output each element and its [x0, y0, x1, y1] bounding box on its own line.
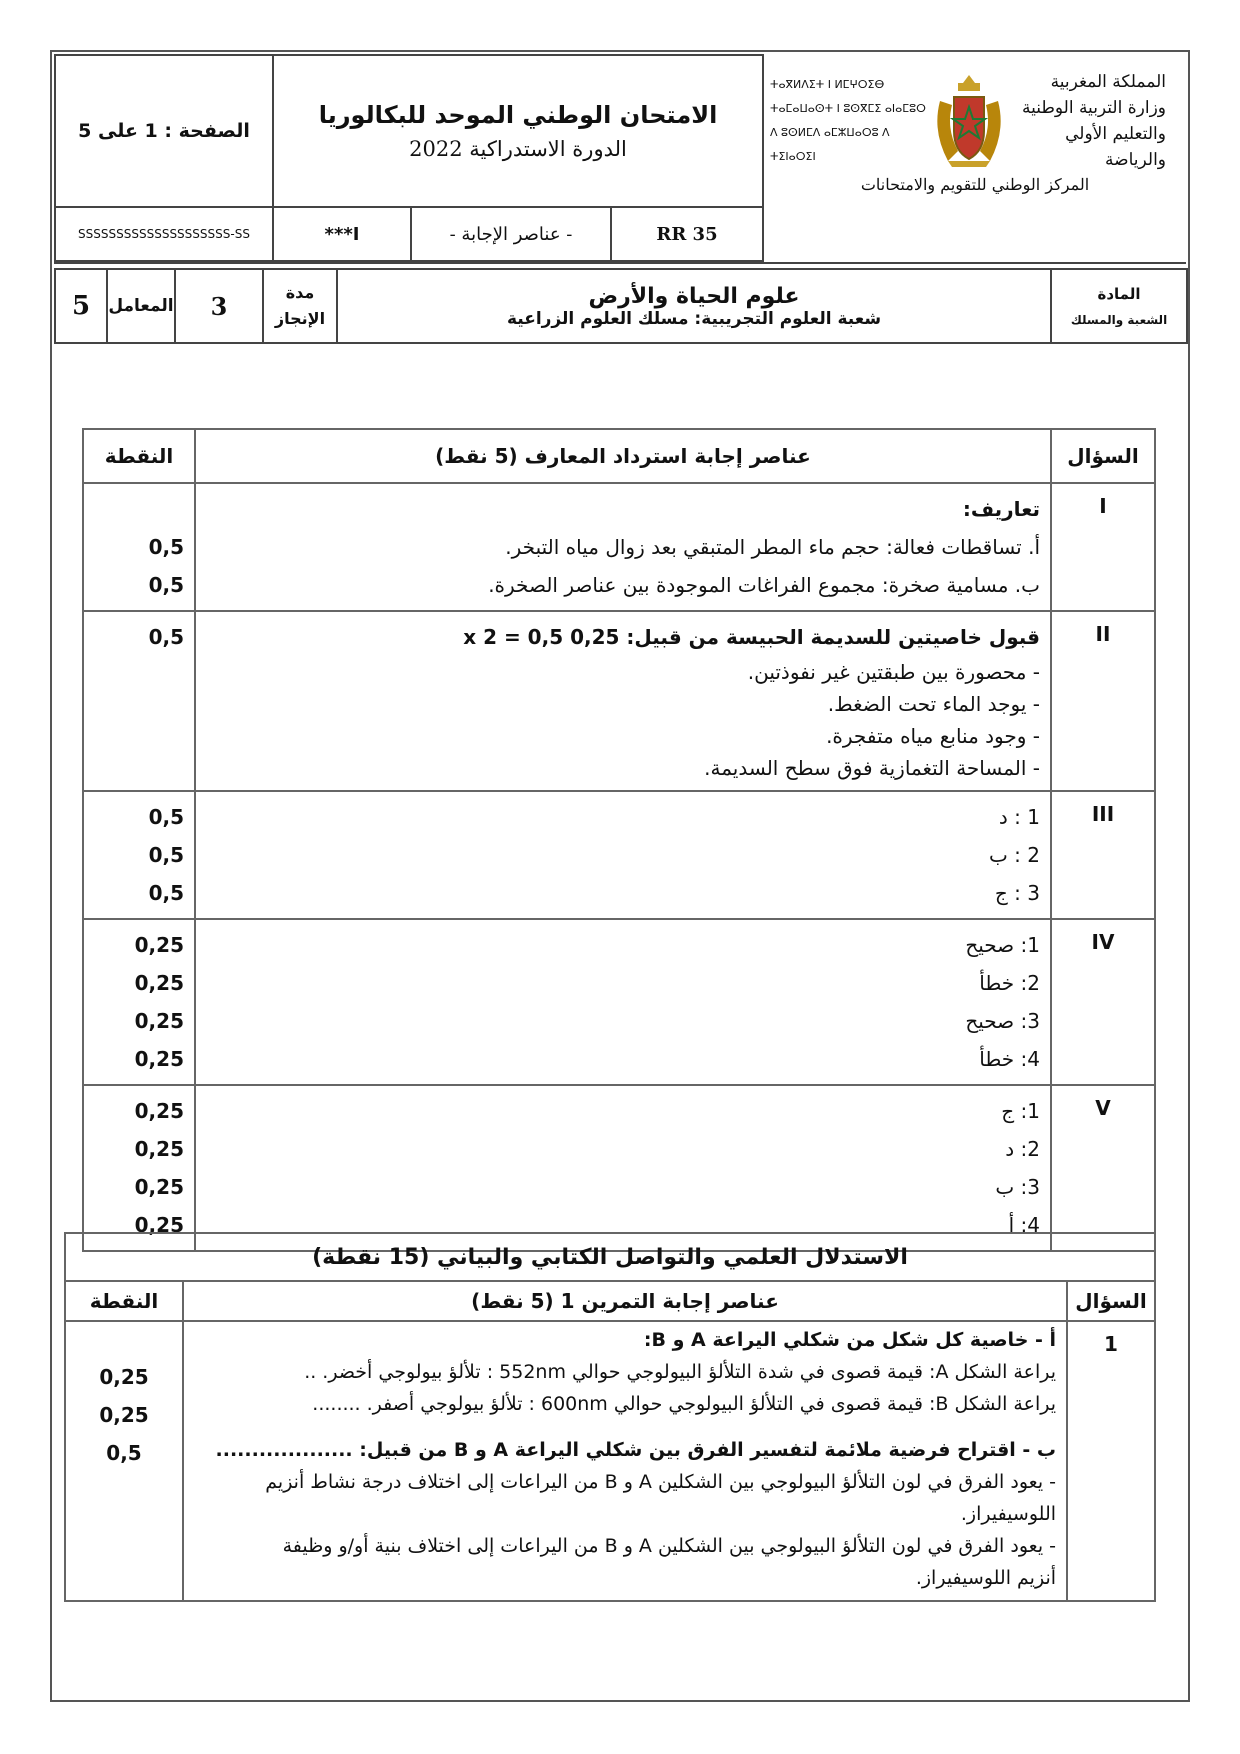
p2-answer-body — [183, 1321, 1067, 1601]
point-value: 0,5 — [148, 805, 184, 829]
subject-label: المادة — [1097, 285, 1141, 303]
question-number: V — [1051, 1085, 1155, 1251]
answer-body — [195, 483, 1051, 611]
answer-body — [195, 1085, 1051, 1251]
blank-cell — [763, 207, 1187, 261]
ministry-name: وزارة التربية الوطنية — [1021, 97, 1166, 118]
point-value: 0,5 — [106, 1441, 142, 1465]
point-value: 0,25 — [134, 1137, 184, 1161]
answer-elements-label: - عناصر الإجابة - — [411, 207, 611, 261]
points-cell — [83, 1085, 195, 1251]
answer-line: - يعود الفرق في لون التلألؤ البيولوجي بين الشكلين A و B من اليراعات إلى اختلاف بنية أو/و وظيفة — [282, 1535, 1057, 1557]
branch-name: شعبة العلوم التجريبية: مسلك العلوم الزراعية — [506, 308, 882, 329]
point-value — [94, 688, 184, 720]
tifinagh-line-2: ⵜⴰⵎⴰⵡⴰⵙⵜ ⵏ ⵓⵙⴳⵎⵉ ⴰⵏⴰⵎⵓⵔ — [770, 101, 926, 115]
answer-line: - وجود منابع مياه متفجرة. — [826, 724, 1040, 748]
point-value: 0,25 — [99, 1403, 149, 1427]
col-points: النقطة — [83, 429, 195, 483]
answer-line: 4: أ — [1008, 1213, 1040, 1237]
answer-line: أ - خاصية كل شكل من شكلي اليراعة A و B: — [643, 1329, 1057, 1351]
points-cell — [83, 483, 195, 611]
answer-line: 3: صحيح — [965, 1009, 1040, 1033]
p2-col-question: السؤال — [1067, 1281, 1155, 1321]
answer-line: 1: ج — [1001, 1099, 1040, 1123]
point-value: 0,25 — [134, 1099, 184, 1123]
answer-line: أنزيم اللوسيفيراز. — [915, 1567, 1057, 1589]
point-value: 0,25 — [134, 1047, 184, 1071]
knowledge-answer-table — [82, 428, 1156, 1252]
points-cell — [83, 791, 195, 919]
point-value — [94, 490, 184, 528]
duration-value: 3 — [175, 269, 263, 343]
point-value: 0,25 — [134, 1175, 184, 1199]
center-name: المركز الوطني للتقويم والامتحانات — [860, 174, 1090, 194]
answer-body — [195, 611, 1051, 791]
answer-row — [83, 611, 1155, 791]
answer-line: - المساحة التغمازية فوق سطح السديمة. — [704, 756, 1040, 780]
code-rr: RR 35 — [611, 207, 763, 261]
tifinagh-line-1: ⵜⴰⴳⵍⴷⵉⵜ ⵏ ⵍⵎⵖⵔⵉⴱ — [770, 77, 885, 91]
branch-label: الشعبة والمسلك — [1070, 313, 1168, 327]
point-value: 0,5 — [148, 843, 184, 867]
kingdom-name: المملكة المغربية — [1050, 71, 1166, 92]
answer-line: 2 : ب — [988, 843, 1040, 867]
part2-title: الاستدلال العلمي والتواصل الكتابي والبياني (15 نقطة) — [65, 1233, 1155, 1281]
question-number: III — [1051, 791, 1155, 919]
point-value: 0,5 — [148, 535, 184, 559]
subject-cell — [337, 269, 1051, 343]
answer-body — [195, 919, 1051, 1085]
col-question: السؤال — [1051, 429, 1155, 483]
point-value: 0,5 — [148, 573, 184, 597]
answer-row — [83, 919, 1155, 1085]
answer-line: 2: د — [1005, 1137, 1040, 1161]
answer-line: - يوجد الماء تحت الضغط. — [827, 692, 1040, 716]
points-cell — [83, 919, 195, 1085]
point-value: 0,25 — [134, 1009, 184, 1033]
ministry-tifinagh — [770, 73, 928, 169]
ministry-arabic — [1010, 69, 1180, 173]
coefficient-value: 5 — [55, 269, 107, 343]
answer-line: - يعود الفرق في لون التلألؤ البيولوجي بين الشكلين A و B من اليراعات إلى اختلاف درجة نشاط أنزيم — [265, 1471, 1057, 1493]
answer-line: 1: صحيح — [965, 933, 1040, 957]
col-title: عناصر إجابة استرداد المعارف (5 نقط) — [195, 429, 1051, 483]
answer-line: قبول خاصيتين للسديمة الحبيسة من قبيل: 0,25 x 2 = 0,5 — [463, 625, 1040, 649]
answer-line: 3 : ج — [994, 881, 1040, 905]
p2-points — [65, 1321, 183, 1601]
point-value: 0,5 — [148, 625, 184, 649]
page-number: الصفحة : 1 على 5 — [78, 120, 250, 142]
question-number: II — [1051, 611, 1155, 791]
coefficient-label: المعامل — [107, 269, 175, 343]
subject-name: علوم الحياة والأرض — [588, 283, 800, 309]
point-value — [94, 752, 184, 784]
point-value: 0,5 — [148, 881, 184, 905]
duration-label: مدة الإنجاز — [263, 269, 337, 343]
answer-line: تعاريف: — [962, 497, 1040, 521]
answer-line: أ. تساقطات فعالة: حجم ماء المطر المتبقي بعد زوال مياه التبخر. — [505, 535, 1040, 559]
exam-session: الدورة الاستدراكية 2022 — [409, 137, 627, 161]
answer-line: اللوسيفيراز. — [960, 1503, 1057, 1525]
code-i: ***I — [273, 207, 411, 261]
answer-row — [83, 1085, 1155, 1251]
page-number-cell — [55, 55, 273, 207]
answer-row — [83, 483, 1155, 611]
answer-row — [83, 791, 1155, 919]
answer-line: ب. مسامية صخرة: مجموع الفراغات الموجودة بين عناصر الصخرة. — [488, 573, 1040, 597]
answer-line: يراعة الشكل B: قيمة قصوى في التلألؤ البيولوجي حوالي 600nm : تلألؤ بيولوجي أصفر. ........ — [312, 1393, 1057, 1415]
ministry-logo-cell — [763, 55, 1187, 207]
ministry-name-2: والتعليم الأولي والرياضة — [1065, 123, 1166, 170]
answer-line: - محصورة بين طبقتين غير نفوذتين. — [747, 660, 1040, 684]
exam-header — [54, 54, 1186, 344]
point-value — [94, 720, 184, 752]
answer-line: يراعة الشكل A: قيمة قصوى في شدة التلألؤ البيولوجي حوالي 552nm : تلألؤ بيولوجي أخضر. .. — [304, 1361, 1057, 1383]
reasoning-answer-table — [64, 1232, 1156, 1602]
answer-line: 4: خطأ — [979, 1047, 1040, 1071]
royal-emblem-icon — [928, 71, 1010, 171]
point-value: 0,25 — [134, 971, 184, 995]
point-value — [94, 656, 184, 688]
p2-col-points: النقطة — [65, 1281, 183, 1321]
p2-col-title: عناصر إجابة التمرين 1 (5 نقط) — [183, 1281, 1067, 1321]
tifinagh-line-3: ⴷ ⵓⵙⵍⵎⴷ ⴰⵎⵣⵡⴰⵔⵓ ⴷ ⵜⵉⵏⴰⵔⵉⵏ — [770, 125, 890, 163]
code-s: SSSSSSSSSSSSSSSSSSSS-SS — [55, 207, 273, 261]
points-cell — [83, 611, 195, 791]
answer-line: 1 : د — [998, 805, 1040, 829]
answer-body — [195, 791, 1051, 919]
p2-question-number: 1 — [1067, 1321, 1155, 1601]
answer-line: ب - اقتراح فرضية ملائمة لتفسير الفرق بين شكلي اليراعة A و B من قبيل: ................... — [215, 1439, 1057, 1461]
question-number: IV — [1051, 919, 1155, 1085]
answer-line: 2: خطأ — [979, 971, 1040, 995]
exam-title-cell — [273, 55, 763, 207]
exam-title: الامتحان الوطني الموحد للبكالوريا — [318, 101, 718, 129]
point-value: 0,25 — [134, 1213, 184, 1237]
answer-line: 3: ب — [995, 1175, 1040, 1199]
point-value: 0,25 — [134, 933, 184, 957]
point-value: 0,25 — [99, 1365, 149, 1389]
question-number: I — [1051, 483, 1155, 611]
subject-label-cell — [1051, 269, 1187, 343]
